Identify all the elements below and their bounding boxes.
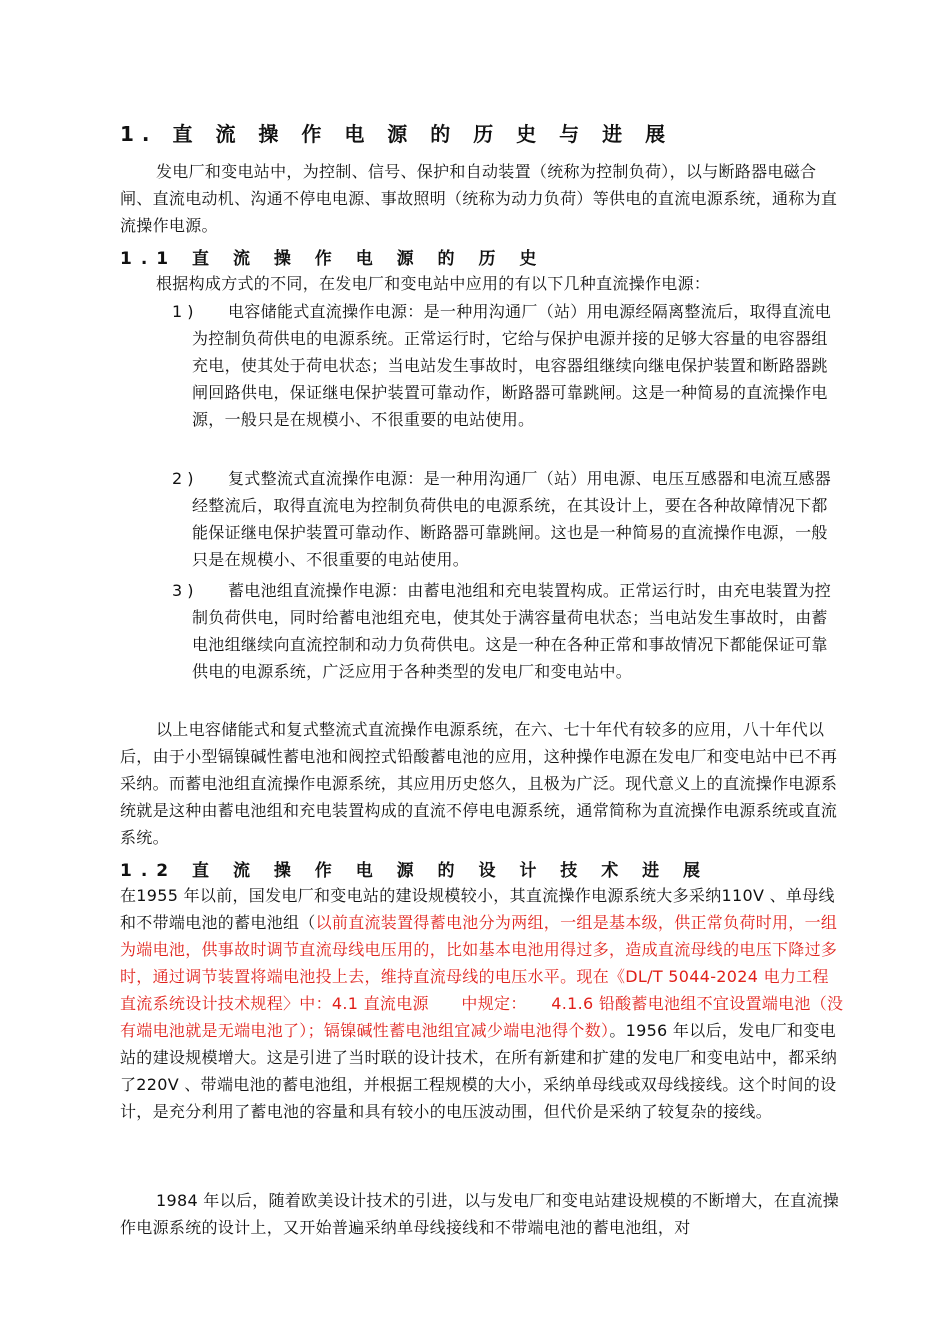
list-item-2-text: 复式整流式直流操作电源：是一种用沟通厂（站）用电源、电压互感器和电流互感器经整流后，取得直流电为控制负荷供电的电源系统，在其设计上，要在各种故障情况下都能保证继电保护装置可靠动作、断路器可靠跳闸。这也是一种简易的直流操作电源，一般只是在规模小、不很重要的电站使用。 xyxy=(192,469,832,569)
list-item-3-text: 蓄电池组直流操作电源：由蓄电池组和充电装置构成。正常运行时，由充电装置为控制负荷供电，同时给蓄电池组充电，使其处于满容量荷电状态；当电站发生事故时，由蓄电池组继续向直流控制和动力负荷供电。这是一种在各种正常和事故情况下都能保证可靠供电的电源系统，广泛应用于各种类型的发电厂和变电站中。 xyxy=(192,581,832,681)
section-1-1-summary: 以上电容储能式和复式整流式直流操作电源系统，在六、七十年代有较多的应用，八十年代以后，由于小型镉镍碱性蓄电池和阀控式铅酸蓄电池的应用，这种操作电源在发电厂和变电站中已不再采纳。而蓄电池组直流操作电源系统，其应用历史悠久，且极为广泛。现代意义上的直流操作电源系统就是这种由蓄电池组和充电装置构成的直流不停电电源系统，通常简称为直流操作电源系统或直流系统。 xyxy=(120,720,838,847)
intro-paragraph: 发电厂和变电站中，为控制、信号、保护和自动装置（统称为控制负荷），以与断路器电磁合闸、直流电动机、沟通不停电电源、事故照明（统称为动力负荷）等供电的直流电源系统，通称为直流操作电源。 xyxy=(120,162,838,235)
list-item-2-number: 2 ) xyxy=(172,469,194,488)
p1-text-after: 。1956 年以后，发电厂和变电站的建设规模增大。这是引进了当时联的设计技术，在所有新建和扩建的发电厂和变电站中，都采纳了220V 、带端电池的蓄电池组，并根据工程规模的大小，采纳单母线或双母线接线。这个时间的设计，是充分利用了蓄电池的容量和具有较小的电压波动围，但代价是采纳了较复杂的接线。 xyxy=(120,1021,838,1121)
section-1-2-paragraph-1 xyxy=(120,882,845,1125)
list-item-3-number: 3 ) xyxy=(172,581,194,600)
p1-text-before: 在1955 年以前，国发电厂和变电站的建设规模较小，其直流操作电源系统大多采纳110V 、单母线和不带端电池的蓄电池组（ xyxy=(120,886,835,932)
section-1-2-heading: 1.2 直 流 操 作 电 源 的 设 计 技 术 进 展 xyxy=(120,861,710,881)
list-item-1-number: 1 ) xyxy=(172,302,194,321)
heading-1: 1. 直 流 操 作 电 源 的 历 史 与 进 展 xyxy=(120,122,674,146)
section-1-1-lead: 根据构成方式的不同，在发电厂和变电站中应用的有以下几种直流操作电源： xyxy=(156,274,711,293)
section-1-2-paragraph-2: 1984 年以后，随着欧美设计技术的引进，以与发电厂和变电站建设规模的不断增大，在直流操作电源系统的设计上，又开始普遍采纳单母线接线和不带端电池的蓄电池组，对 xyxy=(120,1191,840,1237)
list-item-1-text: 电容储能式直流操作电源：是一种用沟通厂（站）用电源经隔离整流后，取得直流电为控制负荷供电的电源系统。正常运行时，它给与保护电源并接的足够大容量的电容器组充电，使其处于荷电状态；当电站发生事故时，电容器组继续向继电保护装置和断路器跳闸回路供电，保证继电保护装置可靠动作，断路器可靠跳闸。这是一种简易的直流操作电源，一般只是在规模小、不很重要的电站使用。 xyxy=(192,302,832,429)
p1-red-note: 以前直流装置得蓄电池分为两组，一组是基本级，供正常负荷时用，一组为端电池，供事故时调节直流母线电压用的，比如基本电池用得过多，造成直流母线的电压下降过多时，通过调节装置将端电池投上去，维持直流母线的电压水平。现在《DL/T 5044-2024 电力工程直流系统设计技术规程〉中：4.1 直流电源 中规定： 4.1.6 铅酸蓄电池组不宜设置端电池（没有端电池就是无端电池了）；镉镍碱性蓄电池组宜减少端电池得个数） xyxy=(120,913,844,1040)
section-1-1-heading: 1.1 直 流 操 作 电 源 的 历 史 xyxy=(120,249,546,269)
